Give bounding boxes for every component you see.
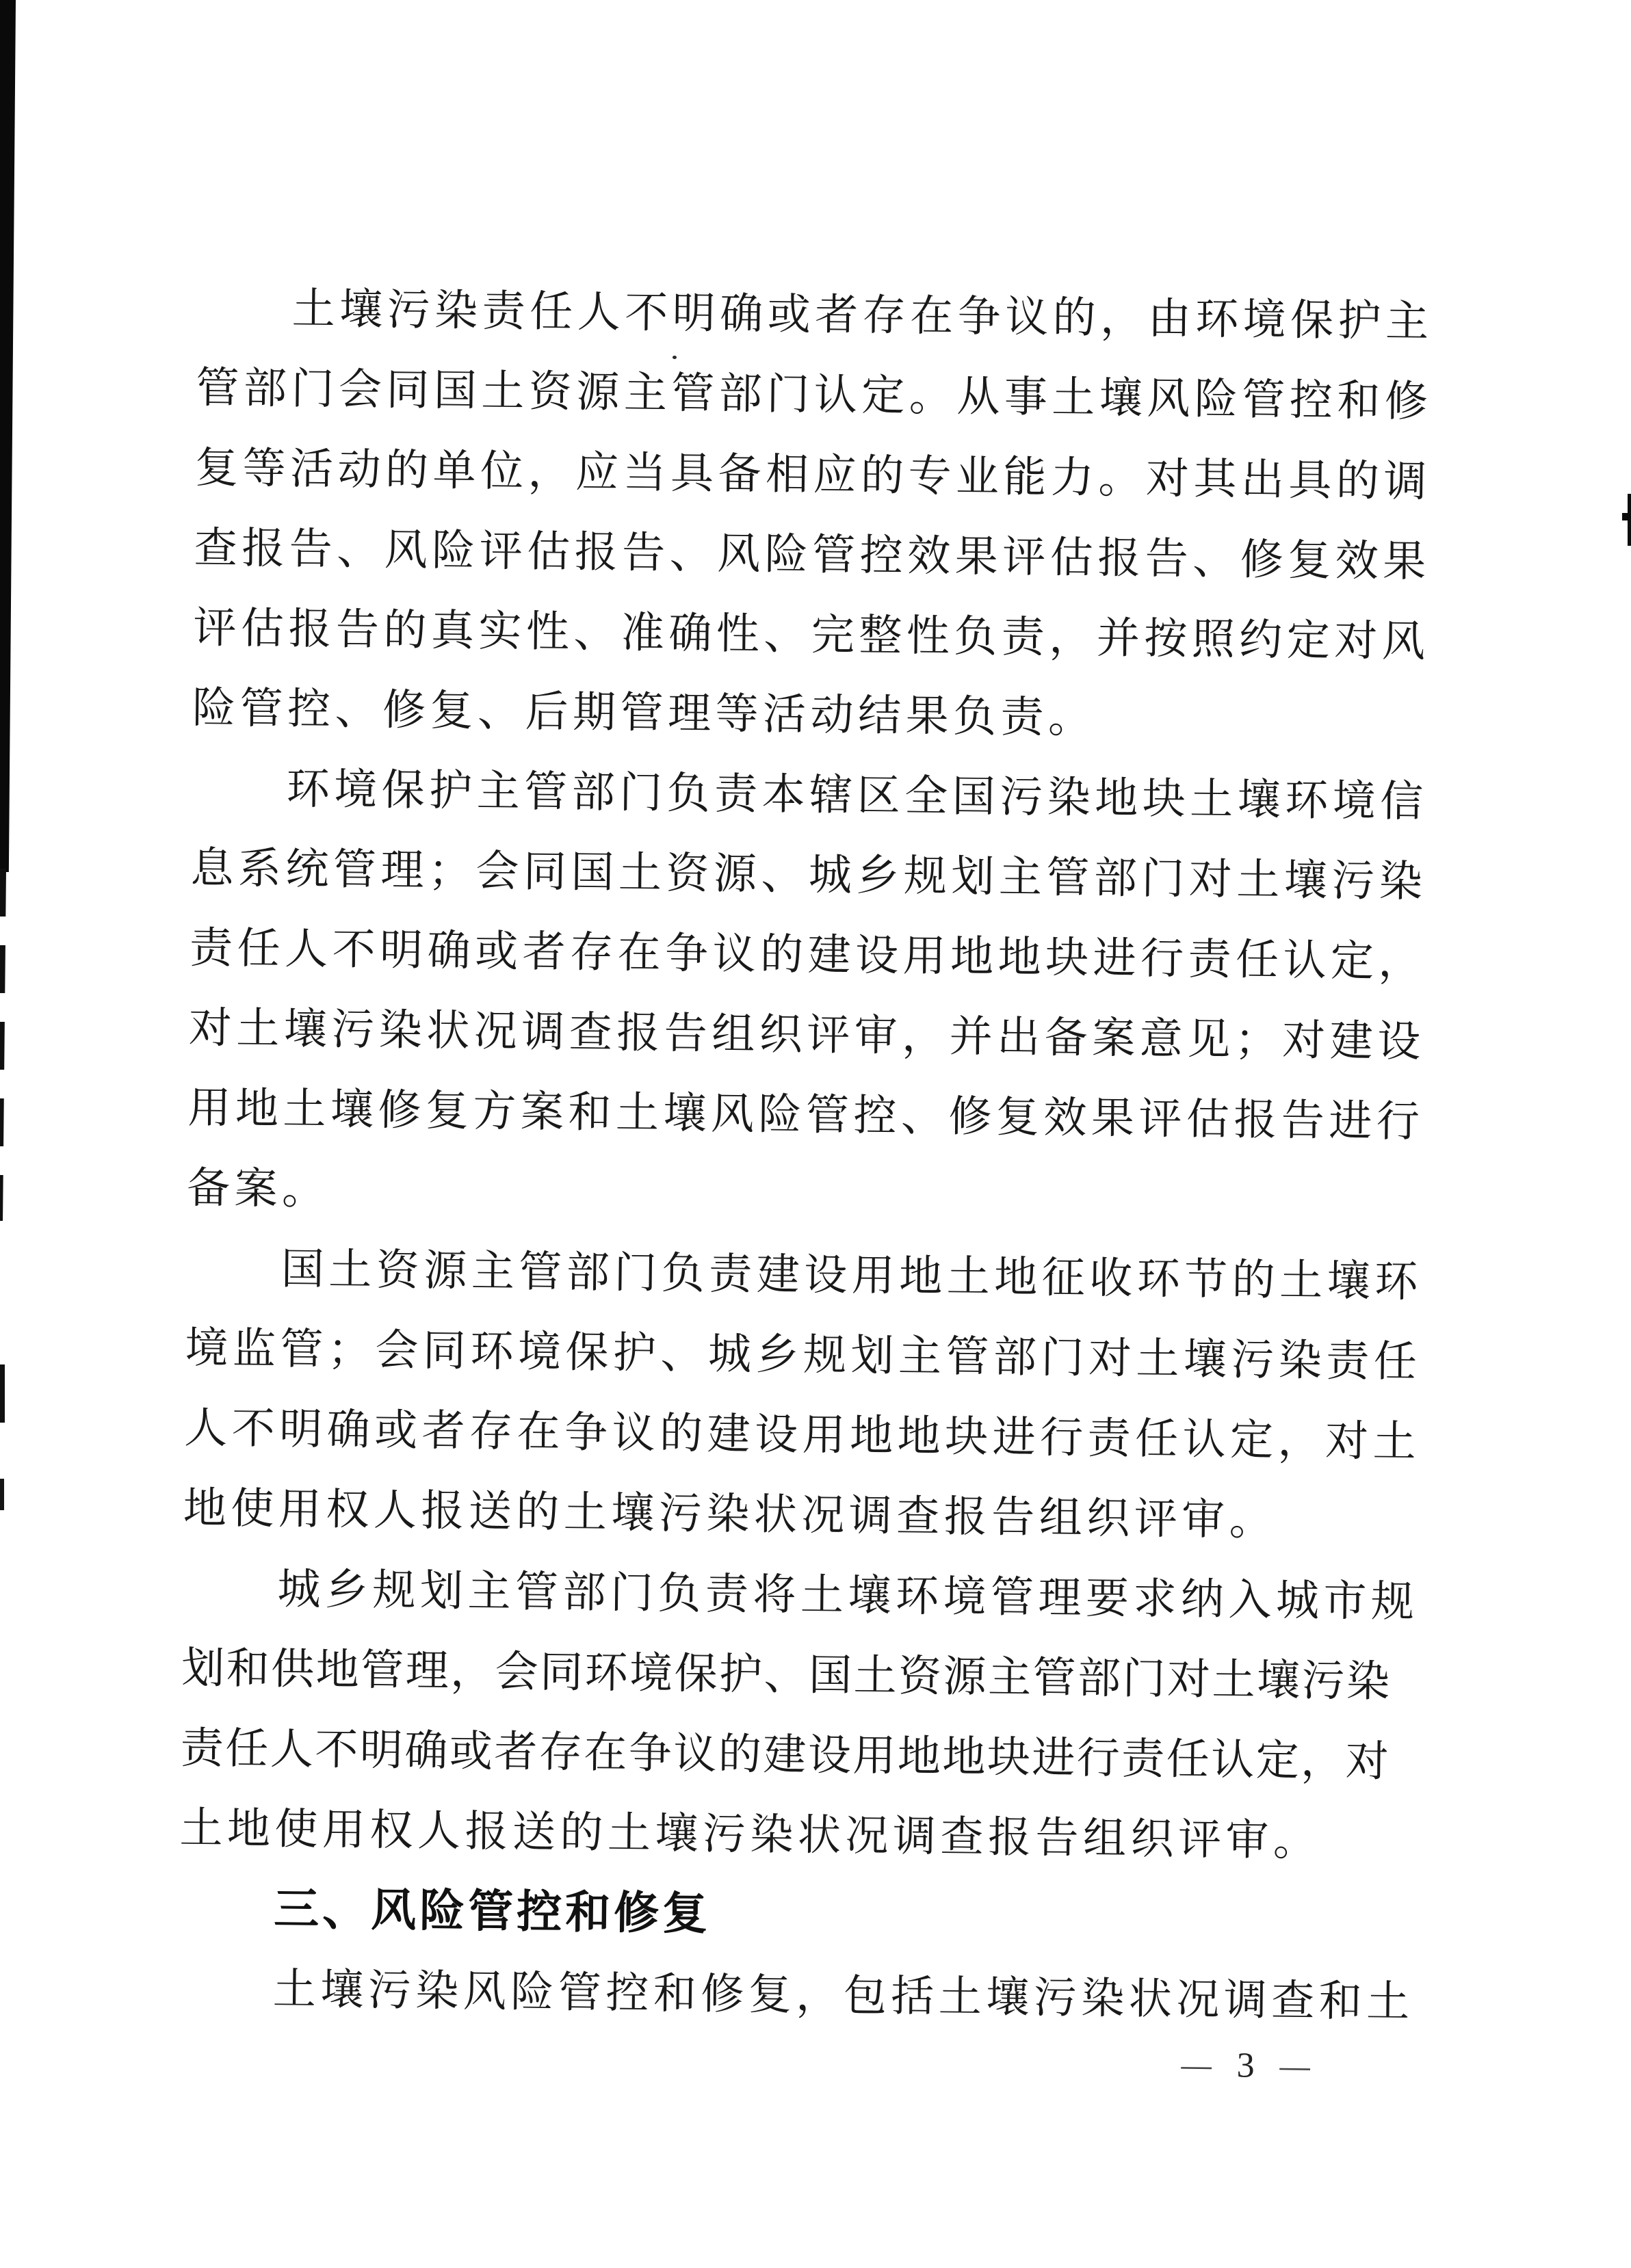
text-line: 备案。	[186, 1163, 330, 1214]
text-line: 境监管；会同环境保护、城乡规划主管部门对土壤污染责任	[185, 1323, 1422, 1386]
scanner-edge-artifact-left-mark-lower	[0, 1479, 4, 1510]
text-line: 地使用权人报送的土壤污染状况调查报告组织评审。	[183, 1484, 1277, 1545]
text-line: 城乡规划主管部门负责将土壤环境管理要求纳入城市规	[277, 1565, 1419, 1626]
footer-page-number: 3	[1236, 2045, 1255, 2085]
text-line: 评估报告的真实性、准确性、完整性负责，并按照约定对风	[193, 603, 1430, 666]
text-line: 管部门会同国土资源主管部门认定。从事土壤风险管控和修	[196, 363, 1433, 426]
page-footer	[1178, 2037, 1313, 2093]
scan-speck	[673, 356, 677, 359]
scanner-edge-artifact-right-nub	[1622, 513, 1628, 520]
text-line: 对土壤污染状况调查报告组织评审，并出备案意见；对建设	[188, 1003, 1426, 1066]
text-line: 土壤污染责任人不明确或者存在争议的，由环境保护主	[291, 285, 1434, 346]
text-line: 国土资源主管部门负责建设用地土地征收环节的土壤环	[280, 1245, 1423, 1306]
section-heading: 三、风险管控和修复	[273, 1884, 712, 1940]
scanner-edge-artifact-left-mark	[0, 1364, 5, 1423]
text-line: 息系统管理；会同国土资源、城乡规划主管部门对土壤污染	[190, 843, 1427, 906]
text-line: 土壤污染风险管控和修复，包括土壤污染状况调查和土	[272, 1965, 1415, 2027]
text-line: 险管控、修复、后期管理等活动结果负责。	[192, 683, 1096, 742]
text-line: 人不明确或者存在争议的建设用地地块进行责任认定，对土	[183, 1403, 1421, 1466]
text-line: 查报告、风险评估报告、风险管控效果评估报告、修复效果	[194, 523, 1431, 586]
text-block	[177, 268, 1439, 2042]
text-line: 责任人不明确或者存在争议的建设用地地块进行责任认定，对	[180, 1724, 1391, 1786]
text-line: 责任人不明确或者存在争议的建设用地地块进行责任认定，	[189, 923, 1426, 986]
text-line: 划和供地管理，会同环境保护、国土资源主管部门对土壤污染	[181, 1644, 1392, 1706]
text-line: 复等活动的单位，应当具备相应的专业能力。对其出具的调	[194, 443, 1432, 506]
text-line: 用地土壤修复方案和土壤风险管控、修复效果评估报告进行	[187, 1083, 1424, 1146]
text-line: 土地使用权人报送的土壤污染状况调查报告组织评审。	[179, 1804, 1321, 1865]
text-line: 环境保护主管部门负责本辖区全国污染地块土壤环境信	[286, 765, 1428, 826]
footer-dash-left: —	[1181, 2044, 1212, 2085]
footer-dash-right: —	[1279, 2046, 1311, 2086]
